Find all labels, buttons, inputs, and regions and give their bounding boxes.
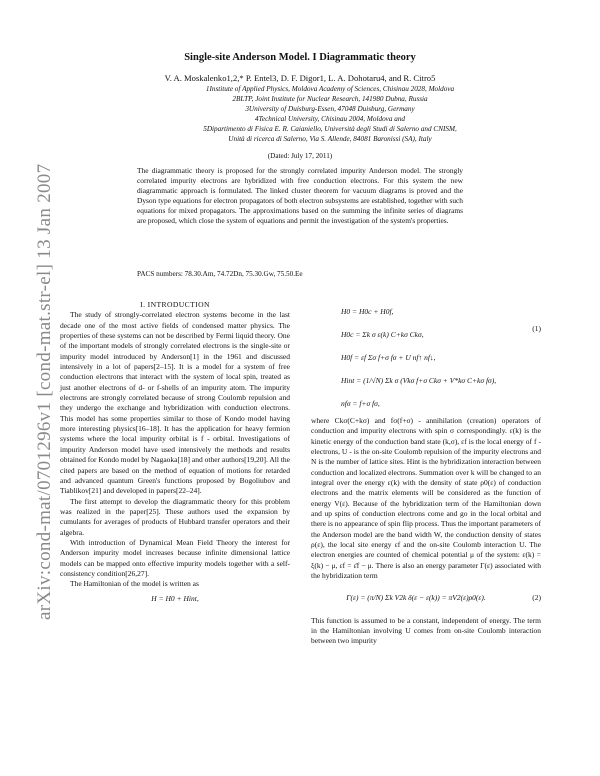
intro-paragraph-3: With introduction of Dynamical Mean Field Theory the interest for Anderson impurity model increases because infinite dimensional lattice models can be mapped onto effective impurity models together with a self-consistency condition[26,27]. (60, 537, 290, 578)
equation-1-lines (341, 300, 496, 415)
affiliation-2: 2BLTP, Joint Institute for Nuclear Research, 141980 Dubna, Russia (232, 95, 428, 103)
eq1-line-3: H0f = εf Σσ f+σ fσ + U nf↑ nf↓, (341, 353, 436, 362)
date-line: (Dated: July 17, 2011) (267, 152, 333, 160)
eq1-line-4: Hint = (1/√N) Σk σ (Vkσ f+σ Ckσ + V*kσ C+kσ fσ), (341, 376, 497, 385)
affiliation-3: 3University of Duisburg-Essen, 47048 Duisburg, Germany (245, 105, 415, 113)
affiliation-5: 5Dipartimento di Fisica E. R. Caianiello, Università degli Studi di Salerno and CNISM, (203, 125, 457, 133)
intro-paragraph-2: The first attempt to develop the diagrammatic theory for this problem was realized in the paper[25]. These authors used the expansion by cumulants for averages of products of Hubbard transfer operators and their algebra. (60, 496, 290, 537)
eq1-line-5: nfσ = f+σ fσ, (341, 399, 380, 408)
arxiv-identifier: arXiv:cond-mat/0701296v1 [cond-mat.str-el] 13 Jan 2007 (34, 163, 55, 620)
pacs-numbers: PACS numbers: 78.30.Am, 74.72Dn, 75.30.Gw, 75.50.Ee (137, 270, 303, 278)
affiliation-1: 1Institute of Applied Physics, Moldova Academy of Sciences, Chisinau 2028, Moldova (205, 85, 455, 93)
affiliations (60, 84, 600, 144)
affiliation-4: 4Technical University, Chisinau 2004, Moldova and (254, 115, 406, 123)
intro-paragraph-4: The Hamiltonian of the model is written as (70, 579, 199, 589)
affiliation-5-cont: Unità di ricerca di Salerno, Via S. Allende, 84081 Baronissi (SA), Italy (228, 135, 432, 143)
eq1-line-2: H0c = Σk σ ε(k) C+kσ Ckσ, (341, 330, 424, 339)
author-list: V. A. Moskalenko1,2,* P. Entel3, D. F. Digor1, L. A. Dohotaru4, and R. Citro5 (164, 73, 436, 83)
equation-1-number: (1) (532, 324, 541, 333)
paper-title: Single-site Anderson Model. I Diagrammatic theory (184, 52, 416, 63)
equation-1-block (311, 300, 541, 416)
right-column (311, 300, 541, 647)
equation-hamiltonian: H = H0 + Hint, (151, 593, 199, 603)
left-column (60, 300, 290, 604)
eq1-line-1: H0 = H0c + H0f, (341, 307, 394, 316)
body-paragraph-1: where Ckσ(C+kσ) and fσ(f+σ) - annihilation (creation) operators of conduction and impurity electrons with spin σ correspondingly. ε(k) is the kinetic energy of the conduction band state (k,σ), εf is the local energy of f - electrons, U - is the on-site Coulomb repulsion of the impurity electrons and N is the number of lattice sites. Hint is the hybridization interaction between conduction and localized electrons. Summation over k will be changed to an integral over the energy ε(k) with the density of state ρ0(ε) of conduction electrons and the matrix elements will be considered as the function of energy V(ε). Because of the hybridization term of the Hamiltonian down and up spins of conduction electrons come and go in the local orbital and there is no appearance of spin flip process. Thus the important parameters of the Anderson model are the band width W, the conduction density of states ρ(ε), the local site energy εf and the on-site Coulomb interaction U. The electron energies are counted of chemical potential μ of the system: ε(k) = ξ(k) − μ, εf = ε̄f − μ. There is also an energy parameter Γ(ε) associated with the hybridization term (311, 416, 541, 581)
intro-paragraph-1: The study of strongly-correlated electron systems become in the last decade one of the most active fields of condensed matter physics. The properties of these systems can not be described by Fermi liquid theory. One of the important models of strongly correlated electrons is the single-site or impurity model introduced by Anderson[1] in the 1961 and discussed intensively in a lot of papers[2–15]. It is a model for a system of free conduction electrons that interact with the system of local spin, treated as just another electrons of d- or f-shells of an impurity atom. The impurity electrons are strongly correlated because of strong Coulomb repulsion and they undergo the exchange and hybridization with conduction electrons. This model has some properties similar to those of Kondo model having more interesting physics[16–18]. It has the application for heavy fermion systems where the local impurity orbital is f - orbital. Investigations of impurity Anderson model have used intensively the methods and results obtained for Kondo model by Nagaoka[18] and other authors[19,20]. All the cited papers are based on the method of equation of motions for retarded and advanced quantum Green's functions proposed by Bogoliubov and Tiablikov[21] and developed in papers[22–24]. (60, 310, 290, 496)
section-heading: I. INTRODUCTION (140, 300, 210, 309)
body-paragraph-2: This function is assumed to be a constant, independent of energy. The term in the Hamiltonian involving U comes from on-site Coulomb interaction between two impurity (311, 615, 541, 646)
equation-2: Γ(ε) = (π/N) Σk V2k δ(ε − ε(k)) = πV2(ε)ρ0(ε). (346, 592, 486, 602)
arxiv-stamp (14, 120, 54, 620)
equation-2-block (311, 586, 541, 612)
equation-2-number: (2) (532, 592, 541, 602)
abstract: The diagrammatic theory is proposed for the strongly correlated impurity Anderson model. The strongly correlated impurity electrons are hybridized with free conduction electrons. For this system the new diagrammatic approach is formulated. The linked cluster theorem for vacuum diagrams is proved and the Dyson type equations for electron propagators of both electron subsystems are established, together with such equations for mixed propagators. The approximations based on the summing the infinite series of diagrams are proposed, which close the system of equations and permit the investigation of the system's properties. (137, 166, 463, 226)
